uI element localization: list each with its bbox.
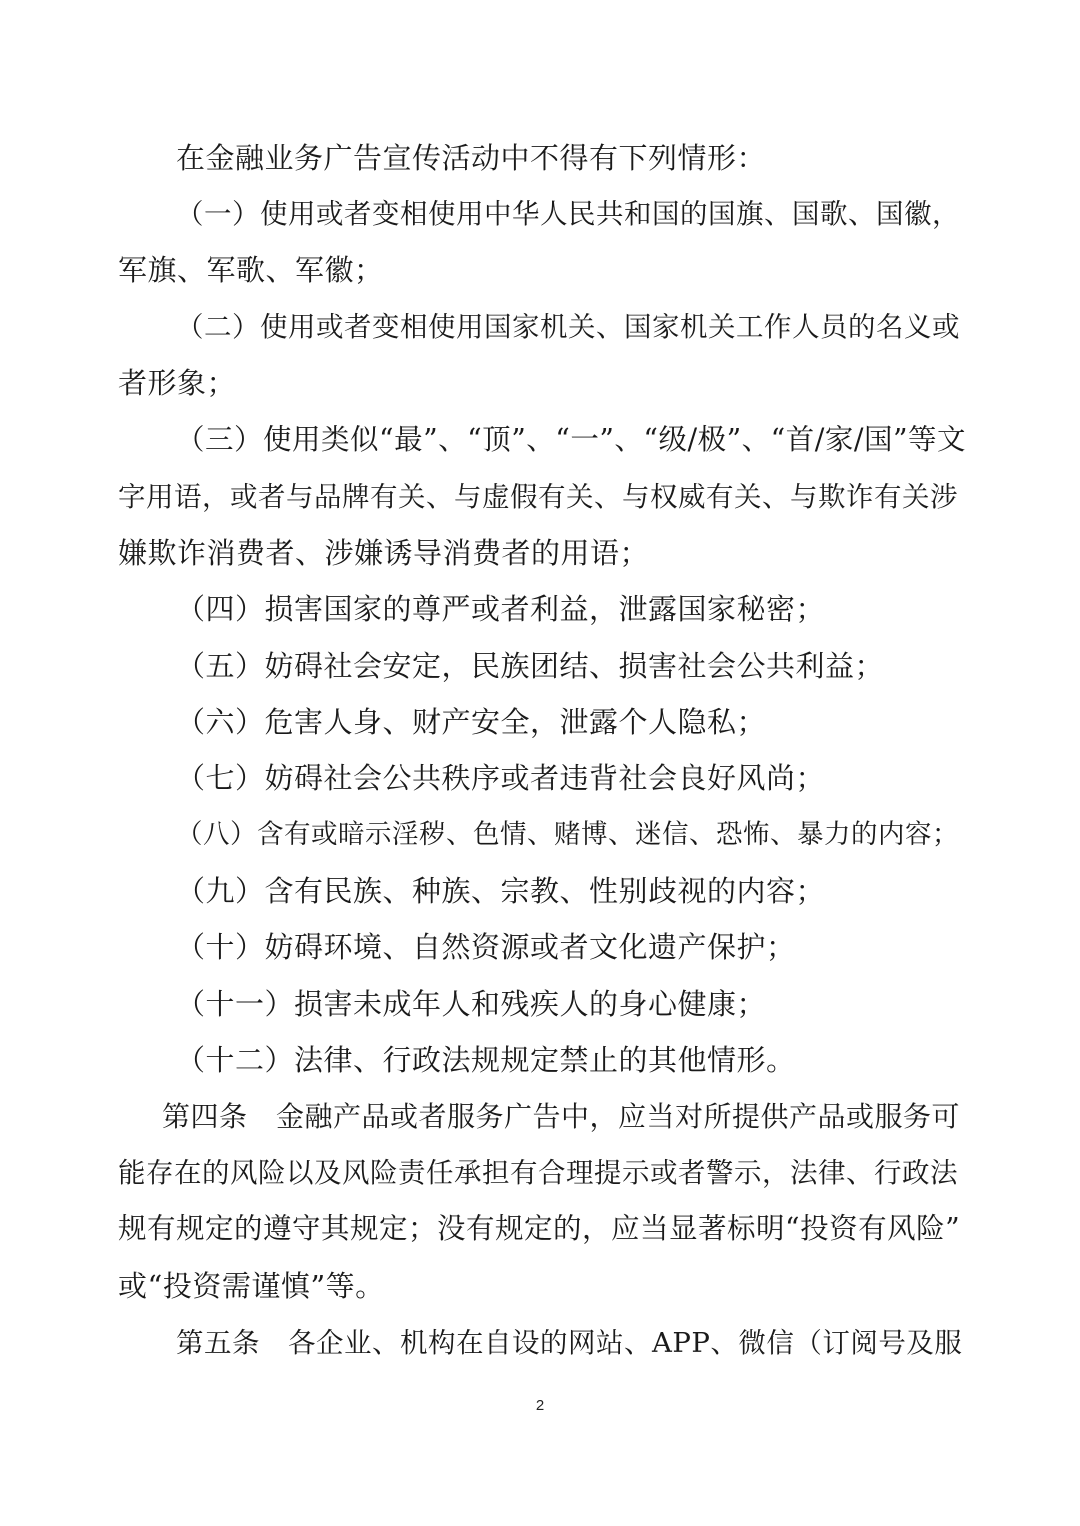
article-4-line-2: 能存在的风险以及风险责任承担有合理提示或者警示，法律、行政法 <box>118 1157 958 1189</box>
clause-5: （五）妨碍社会安定，民族团结、损害社会公共利益； <box>176 649 885 683</box>
clause-7: （七）妨碍社会公共秩序或者违背社会良好风尚； <box>176 761 826 795</box>
clause-1-line-1: （一）使用或者变相使用中华人民共和国的国旗、国歌、国徽， <box>176 198 960 230</box>
article-5-line-1: 第五条 各企业、机构在自设的网站、APP、微信（订阅号及服 <box>176 1327 963 1359</box>
article-4-line-1: 第四条 金融产品或者服务广告中，应当对所提供产品或服务可 <box>162 1100 961 1133</box>
clause-3-line-2: 字用语，或者与品牌有关、与虚假有关、与权威有关、与欺诈有关涉 <box>118 481 958 513</box>
clause-9: （九）含有民族、种族、宗教、性别歧视的内容； <box>176 874 826 908</box>
article-4-line-3: 规有规定的遵守其规定；没有规定的，应当显著标明“投资有风险” <box>118 1212 961 1245</box>
clause-4: （四）损害国家的尊严或者利益，泄露国家秘密； <box>176 592 826 626</box>
clause-2-line-2: 者形象； <box>118 366 237 400</box>
clause-10: （十）妨碍环境、自然资源或者文化遗产保护； <box>176 930 796 964</box>
clause-8: （八）含有或暗示淫秽、色情、赌博、迷信、恐怖、暴力的内容； <box>176 819 959 850</box>
article-4-line-4: 或“投资需谨慎”等。 <box>118 1269 385 1303</box>
clause-12: （十二）法律、行政法规规定禁止的其他情形。 <box>176 1043 796 1077</box>
clause-11: （十一）损害未成年人和残疾人的身心健康； <box>176 987 767 1021</box>
intro-paragraph: 在金融业务广告宣传活动中不得有下列情形： <box>176 141 767 175</box>
clause-1-line-2: 军旗、军歌、军徽； <box>118 253 384 287</box>
clause-2-line-1: （二）使用或者变相使用国家机关、国家机关工作人员的名义或 <box>176 311 960 343</box>
clause-3-line-3: 嫌欺诈消费者、涉嫌诱导消费者的用语； <box>118 536 650 570</box>
clause-3-line-1: （三）使用类似“最”、“顶”、“一”、“级/极”、“首/家/国”等文 <box>176 423 967 456</box>
clause-6: （六）危害人身、财产安全，泄露个人隐私； <box>176 705 767 739</box>
page-number: 2 <box>535 1397 545 1414</box>
